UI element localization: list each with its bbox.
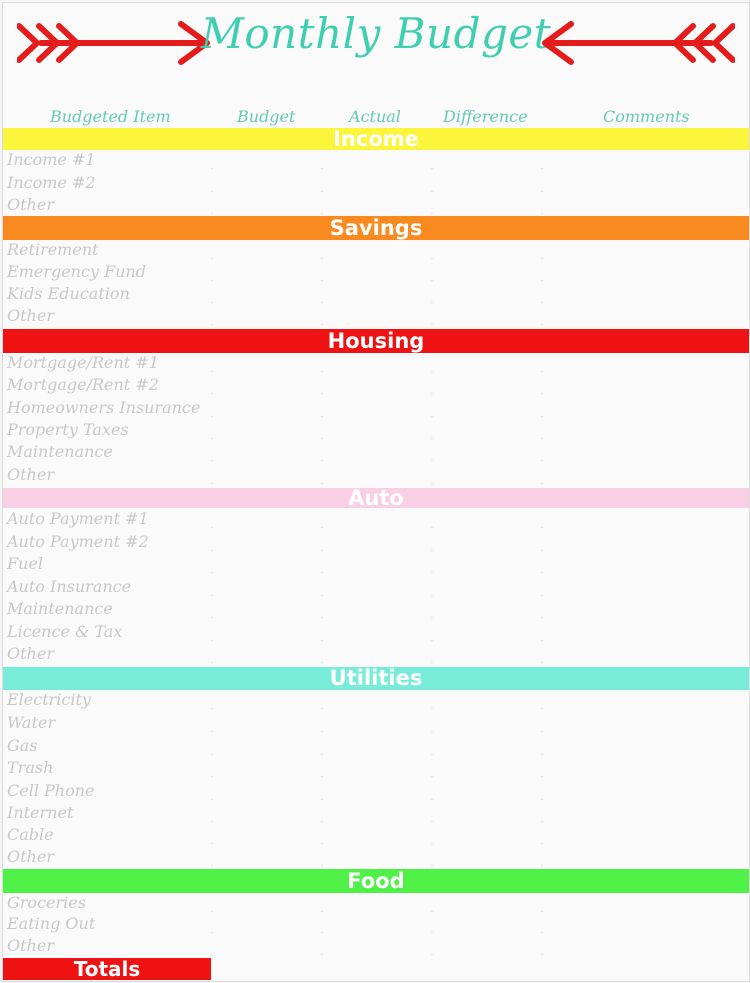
row-label: Retirement [7, 240, 99, 259]
cell-divider [541, 640, 543, 641]
cell-divider [211, 460, 213, 461]
table-row [3, 914, 749, 936]
row-label: Homeowners Insurance [7, 398, 201, 417]
table-row [3, 803, 749, 825]
cell-divider [321, 191, 323, 192]
cell-divider [431, 595, 433, 596]
cell-divider [541, 438, 543, 439]
table-row [3, 758, 749, 780]
table-row [3, 622, 749, 644]
column-header-difference: Difference [443, 107, 528, 126]
row-label: Other [7, 847, 54, 866]
table-row [3, 262, 749, 284]
cell-divider [431, 662, 433, 663]
row-label: Cell Phone [7, 781, 95, 800]
cell-divider [431, 572, 433, 573]
cell-divider [211, 731, 213, 732]
table-row [3, 736, 749, 758]
section-header-auto: Auto [3, 488, 749, 508]
row-label: Other [7, 465, 54, 484]
section-header-income: Income [3, 128, 749, 150]
table-row [3, 306, 749, 328]
table-row [3, 690, 749, 712]
cell-divider [541, 595, 543, 596]
cell-divider [321, 595, 323, 596]
cell-divider [541, 550, 543, 551]
cell-divider [211, 754, 213, 755]
cell-divider [211, 572, 213, 573]
table-row [3, 554, 749, 576]
cell-divider [321, 932, 323, 933]
cell-divider [431, 954, 433, 955]
row-label: Income #1 [7, 150, 96, 169]
cell-divider [321, 776, 323, 777]
cell-divider [541, 843, 543, 844]
cell-divider [431, 213, 433, 214]
column-header-budget: Budget [237, 107, 296, 126]
cell-divider [211, 191, 213, 192]
cell-divider [321, 821, 323, 822]
cell-divider [541, 324, 543, 325]
cell-divider [321, 911, 323, 912]
cell-divider [211, 258, 213, 259]
cell-divider [321, 483, 323, 484]
column-header-actual: Actual [349, 107, 401, 126]
cell-divider [541, 280, 543, 281]
cell-divider [431, 843, 433, 844]
cell-divider [541, 483, 543, 484]
table-row [3, 284, 749, 306]
row-label: Other [7, 936, 54, 955]
cell-divider [431, 865, 433, 866]
table-row [3, 532, 749, 554]
cell-divider [321, 527, 323, 528]
table-row [3, 150, 749, 172]
table-row [3, 173, 749, 195]
cell-divider [321, 640, 323, 641]
cell-divider [541, 776, 543, 777]
table-row [3, 893, 749, 915]
cell-divider [211, 438, 213, 439]
table-row [3, 936, 749, 958]
cell-divider [541, 191, 543, 192]
cell-divider [431, 280, 433, 281]
cell-divider [541, 708, 543, 709]
cell-divider [321, 371, 323, 372]
table-row [3, 195, 749, 217]
cell-divider [431, 438, 433, 439]
row-label: Maintenance [7, 442, 113, 461]
row-label: Other [7, 195, 54, 214]
cell-divider [431, 754, 433, 755]
table-row [3, 577, 749, 599]
table-row [3, 398, 749, 420]
cell-divider [431, 460, 433, 461]
cell-divider [431, 821, 433, 822]
cell-divider [431, 371, 433, 372]
cell-divider [431, 527, 433, 528]
row-label: Water [7, 713, 56, 732]
table-row [3, 420, 749, 442]
cell-divider [431, 932, 433, 933]
cell-divider [321, 799, 323, 800]
cell-divider [431, 799, 433, 800]
row-label: Other [7, 306, 54, 325]
budget-page [2, 2, 750, 982]
row-label: Groceries [7, 893, 86, 912]
table-row [3, 599, 749, 621]
cell-divider [321, 572, 323, 573]
cell-divider [321, 416, 323, 417]
cell-divider [321, 708, 323, 709]
cell-divider [431, 640, 433, 641]
cell-divider [211, 708, 213, 709]
table-row [3, 353, 749, 375]
arrow-left-icon [539, 18, 735, 68]
cell-divider [431, 393, 433, 394]
cell-divider [321, 954, 323, 955]
cell-divider [211, 416, 213, 417]
cell-divider [211, 168, 213, 169]
cell-divider [321, 168, 323, 169]
section-header-savings: Savings [3, 216, 749, 240]
cell-divider [321, 280, 323, 281]
cell-divider [541, 821, 543, 822]
cell-divider [321, 324, 323, 325]
cell-divider [321, 438, 323, 439]
cell-divider [211, 302, 213, 303]
cell-divider [211, 617, 213, 618]
totals-bar: Totals [3, 958, 211, 980]
cell-divider [211, 932, 213, 933]
cell-divider [431, 911, 433, 912]
cell-divider [211, 213, 213, 214]
cell-divider [321, 213, 323, 214]
cell-divider [211, 371, 213, 372]
cell-divider [211, 640, 213, 641]
cell-divider [431, 416, 433, 417]
row-label: Auto Payment #2 [7, 532, 149, 551]
row-label: Fuel [7, 554, 43, 573]
cell-divider [321, 550, 323, 551]
cell-divider [541, 911, 543, 912]
cell-divider [541, 258, 543, 259]
row-label: Property Taxes [7, 420, 129, 439]
row-label: Licence & Tax [7, 622, 123, 641]
cell-divider [321, 731, 323, 732]
cell-divider [211, 954, 213, 955]
cell-divider [211, 799, 213, 800]
cell-divider [431, 708, 433, 709]
cell-divider [431, 617, 433, 618]
cell-divider [541, 302, 543, 303]
row-label: Auto Insurance [7, 577, 132, 596]
table-row [3, 509, 749, 531]
cell-divider [541, 371, 543, 372]
cell-divider [211, 865, 213, 866]
cell-divider [211, 393, 213, 394]
cell-divider [211, 911, 213, 912]
cell-divider [211, 776, 213, 777]
cell-divider [431, 258, 433, 259]
cell-divider [431, 550, 433, 551]
cell-divider [541, 572, 543, 573]
cell-divider [211, 527, 213, 528]
cell-divider [321, 843, 323, 844]
row-label: Eating Out [7, 914, 96, 933]
cell-divider [211, 595, 213, 596]
table-row [3, 240, 749, 262]
column-header-comments: Comments [603, 107, 690, 126]
row-label: Auto Payment #1 [7, 509, 149, 528]
row-label: Mortgage/Rent #1 [7, 353, 159, 372]
row-label: Income #2 [7, 173, 96, 192]
cell-divider [431, 168, 433, 169]
cell-divider [321, 258, 323, 259]
cell-divider [321, 865, 323, 866]
cell-divider [211, 843, 213, 844]
row-label: Maintenance [7, 599, 113, 618]
row-label: Internet [7, 803, 74, 822]
cell-divider [321, 617, 323, 618]
table-row [3, 781, 749, 803]
cell-divider [541, 213, 543, 214]
section-header-utilities: Utilities [3, 667, 749, 690]
cell-divider [431, 191, 433, 192]
row-label: Gas [7, 736, 38, 755]
row-label: Trash [7, 758, 54, 777]
cell-divider [541, 731, 543, 732]
page-title: Monthly Budget [200, 9, 552, 58]
table-row [3, 847, 749, 869]
table-row [3, 825, 749, 847]
cell-divider [541, 617, 543, 618]
row-label: Kids Education [7, 284, 130, 303]
cell-divider [321, 662, 323, 663]
row-label: Electricity [7, 690, 91, 709]
cell-divider [211, 821, 213, 822]
cell-divider [541, 865, 543, 866]
section-header-housing: Housing [3, 329, 749, 353]
cell-divider [541, 662, 543, 663]
cell-divider [211, 550, 213, 551]
column-header-item: Budgeted Item [50, 107, 171, 126]
cell-divider [541, 932, 543, 933]
cell-divider [541, 527, 543, 528]
row-label: Mortgage/Rent #2 [7, 375, 159, 394]
cell-divider [211, 662, 213, 663]
cell-divider [541, 799, 543, 800]
cell-divider [541, 460, 543, 461]
cell-divider [431, 483, 433, 484]
cell-divider [541, 168, 543, 169]
cell-divider [541, 954, 543, 955]
cell-divider [541, 416, 543, 417]
cell-divider [211, 280, 213, 281]
table-row [3, 713, 749, 735]
cell-divider [321, 393, 323, 394]
cell-divider [321, 754, 323, 755]
cell-divider [541, 393, 543, 394]
cell-divider [541, 754, 543, 755]
cell-divider [321, 460, 323, 461]
cell-divider [431, 731, 433, 732]
table-row [3, 465, 749, 487]
table-row [3, 442, 749, 464]
cell-divider [321, 302, 323, 303]
cell-divider [211, 483, 213, 484]
cell-divider [431, 324, 433, 325]
row-label: Emergency Fund [7, 262, 147, 281]
cell-divider [211, 324, 213, 325]
cell-divider [431, 776, 433, 777]
row-label: Cable [7, 825, 54, 844]
table-row [3, 644, 749, 666]
section-header-food: Food [3, 869, 749, 893]
row-label: Other [7, 644, 54, 663]
cell-divider [431, 302, 433, 303]
table-row [3, 375, 749, 397]
